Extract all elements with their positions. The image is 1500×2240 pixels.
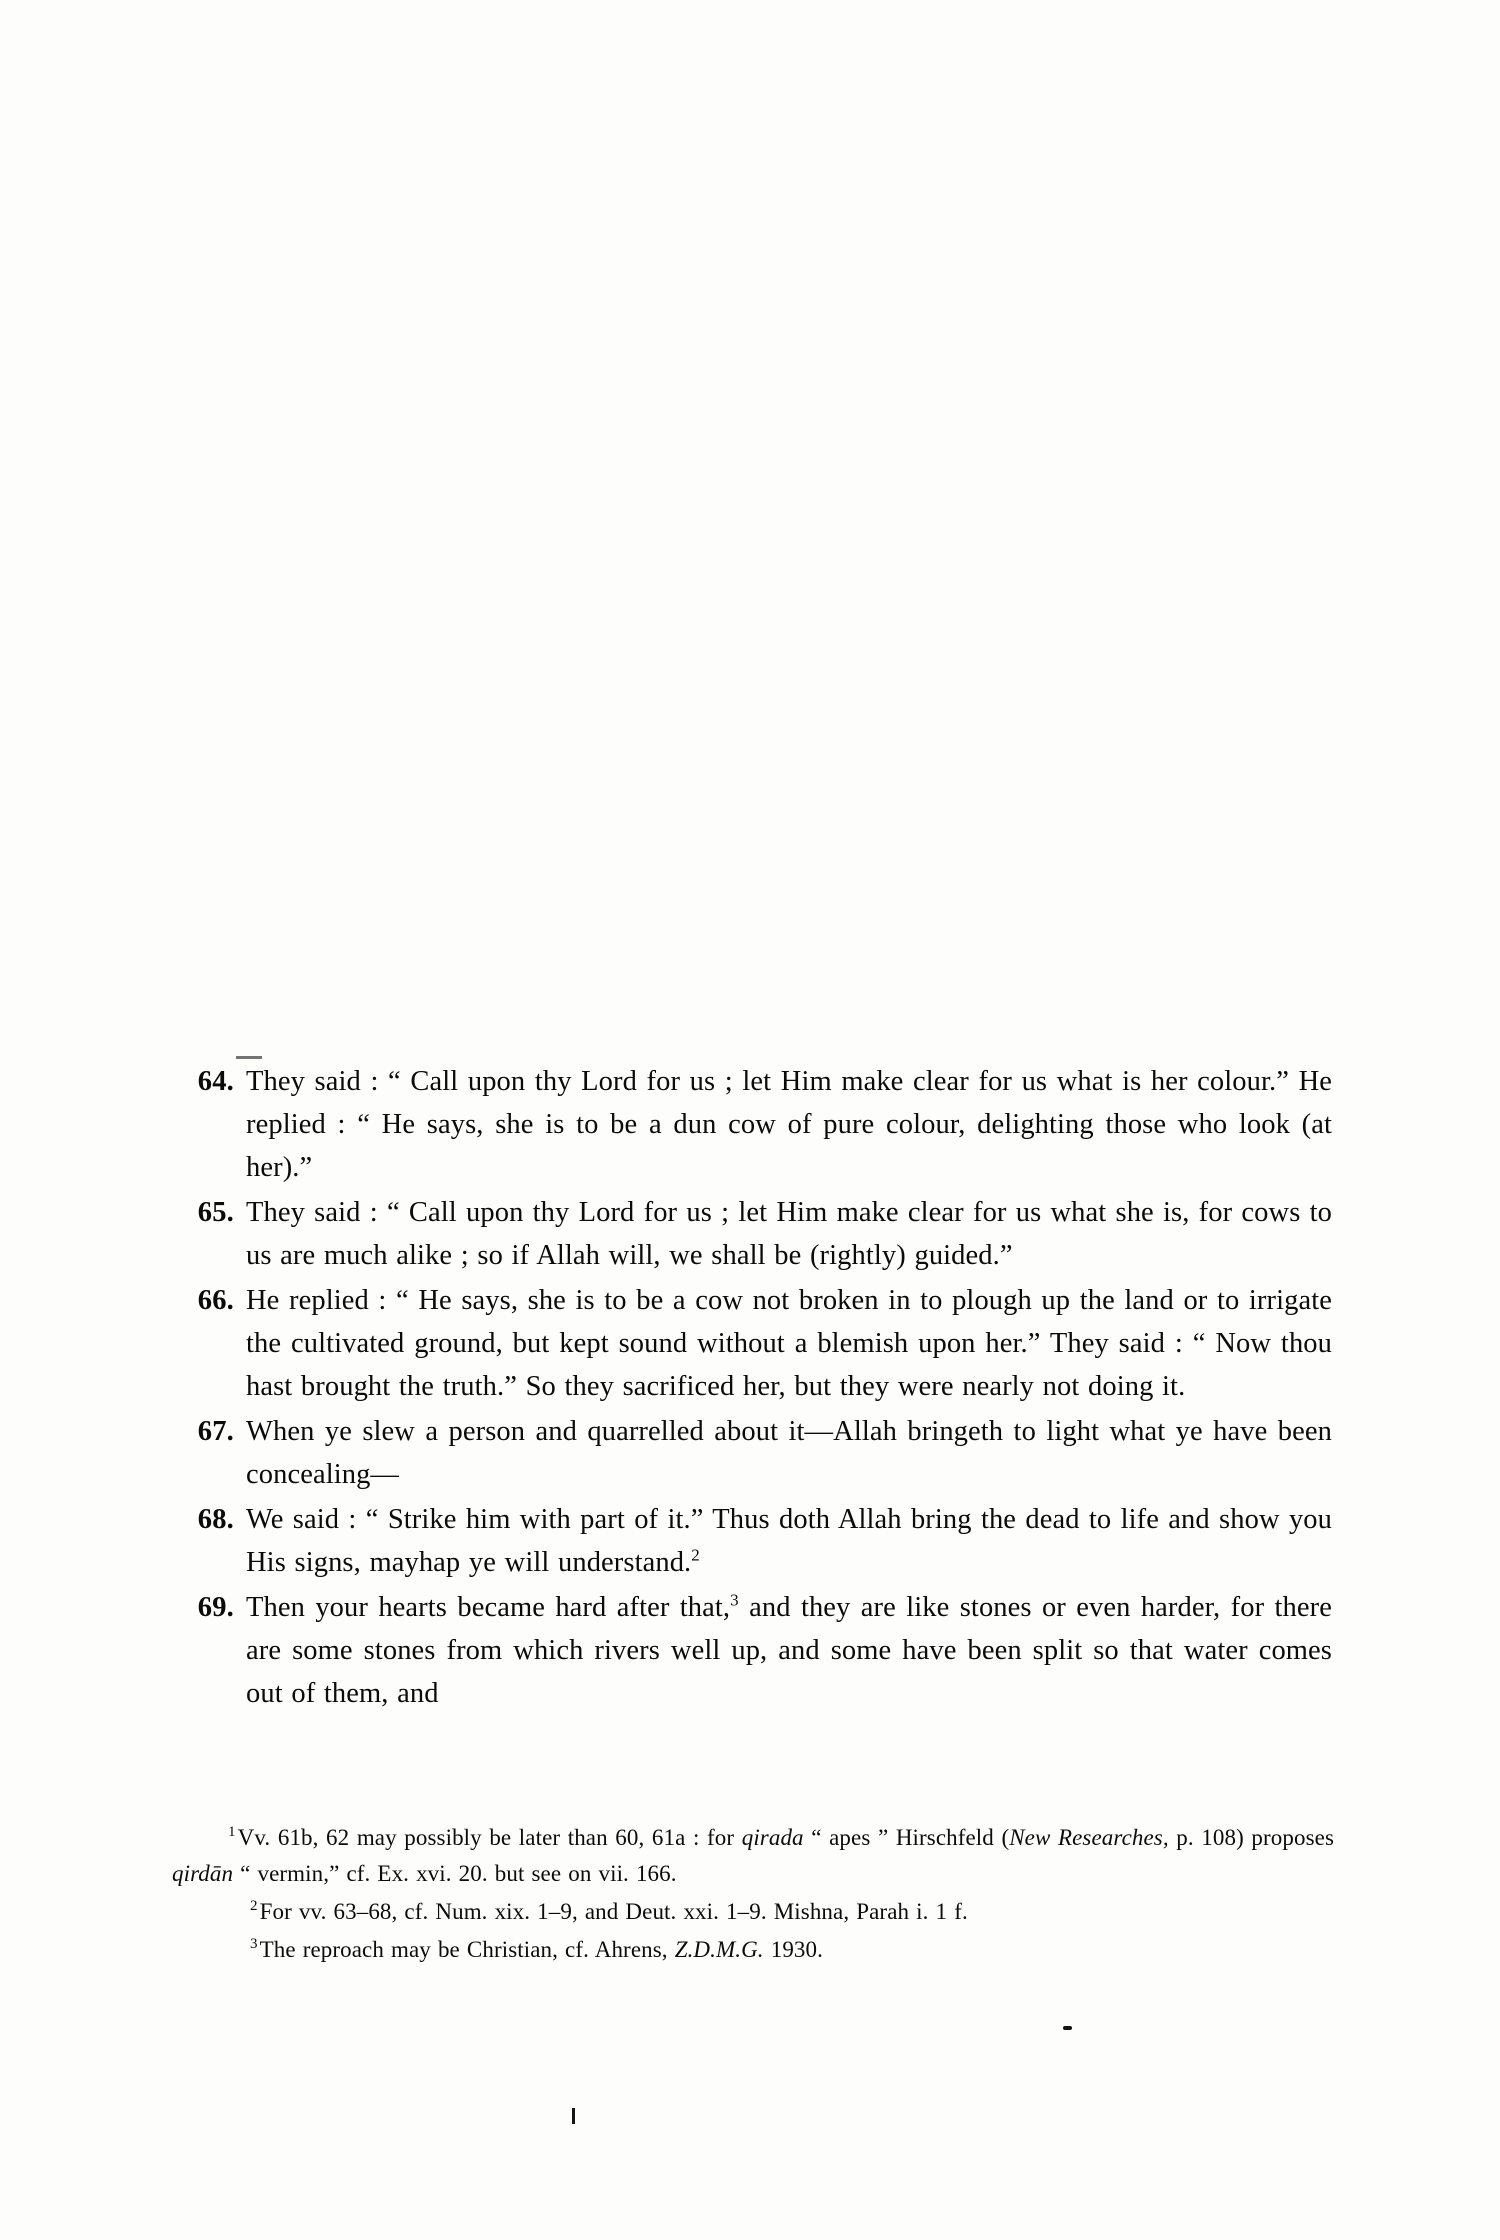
- stray-ink-mark: [1063, 2026, 1072, 2030]
- verse-text-part-a: Then your hearts became hard after that,: [246, 1592, 731, 1623]
- verse-item: [172, 1586, 1332, 1715]
- footnote-marker-2: 2: [250, 1898, 258, 1915]
- verse-text: They said : “ Call upon thy Lord for us ; let Him make clear for us what is her colour.” He replied : “ He says, she is to be a dun cow of pure colour, delighting those who look (at her).”: [246, 1066, 1332, 1183]
- footnote-3: [172, 1932, 1334, 1968]
- verse-text: [246, 1498, 1332, 1584]
- footnote-1-italic-qirdan: qirdān: [172, 1861, 234, 1886]
- verse-text-part-b: and they are like stones or even harder, for there are some stones from which rivers well up, and some have been split so that water comes out of them, and: [246, 1592, 1332, 1709]
- footnote-1-part-a: Vv. 61b, 62 may possibly be later than 60, 61a : for: [237, 1825, 742, 1850]
- footnote-1-italic-new-researches: New Researches,: [1009, 1825, 1169, 1850]
- footnote-3-italic-zdmg: Z.D.M.G.: [674, 1937, 764, 1962]
- footnote-2-text: For vv. 63–68, cf. Num. xix. 1–9, and Deut. xxi. 1–9. Mishna, Parah i. 1 f.: [259, 1899, 968, 1924]
- verse-number: 67.: [197, 1416, 234, 1447]
- footnote-marker-3: 3: [250, 1936, 258, 1953]
- footnote-3-part-b: 1930.: [763, 1937, 823, 1962]
- footnote-marker-1: 1: [228, 1824, 236, 1841]
- verse-number: 66.: [197, 1285, 234, 1316]
- verse-list: [172, 1060, 1332, 1715]
- verse-text: When ye slew a person and quarrelled about it—Allah bringeth to light what ye have been concealing—: [246, 1416, 1332, 1490]
- verse-item: [172, 1060, 1332, 1189]
- footnote-2: [172, 1894, 1334, 1930]
- footnote-ref-3: 3: [730, 1590, 739, 1610]
- verse-item: [172, 1498, 1332, 1584]
- footnote-ref-2: 2: [691, 1545, 700, 1565]
- footnote-section: [172, 1820, 1334, 1970]
- verse-text: [246, 1586, 1332, 1715]
- footnote-1-italic-qirada: qirada: [741, 1825, 804, 1850]
- footnote-1: [172, 1820, 1334, 1892]
- verse-text: He replied : “ He says, she is to be a cow not broken in to plough up the land or to irrigate the cultivated ground, but kept sound without a blemish upon her.” They said : “ Now thou hast brought the truth.” So they sacrificed her, but they were nearly not doing it.: [246, 1285, 1332, 1402]
- verse-item: [172, 1279, 1332, 1408]
- verse-number: 69.: [197, 1592, 234, 1623]
- footnote-1-part-d: “ vermin,” cf. Ex. xvi. 20. but see on vii. 166.: [233, 1861, 677, 1886]
- verse-number: 65.: [197, 1197, 234, 1228]
- verse-text-main: We said : “ Strike him with part of it.” Thus doth Allah bring the dead to life and show you His signs, mayhap ye will understand.: [246, 1504, 1332, 1578]
- verse-item: [172, 1191, 1332, 1277]
- verse-item: [172, 1410, 1332, 1496]
- stray-ink-mark: [572, 2108, 575, 2124]
- footnote-1-part-c: p. 108) proposes: [1168, 1825, 1334, 1850]
- verse-number: 64.: [197, 1066, 234, 1097]
- verse-number: 68.: [197, 1504, 234, 1535]
- footnote-3-part-a: The reproach may be Christian, cf. Ahrens,: [259, 1937, 675, 1962]
- footnote-1-part-b: “ apes ” Hirschfeld (: [803, 1825, 1010, 1850]
- verse-body: [172, 1060, 1332, 1717]
- page-speck-mark: [236, 1056, 262, 1059]
- verse-text: They said : “ Call upon thy Lord for us ; let Him make clear for us what she is, for cows to us are much alike ; so if Allah will, we shall be (rightly) guided.”: [246, 1197, 1332, 1271]
